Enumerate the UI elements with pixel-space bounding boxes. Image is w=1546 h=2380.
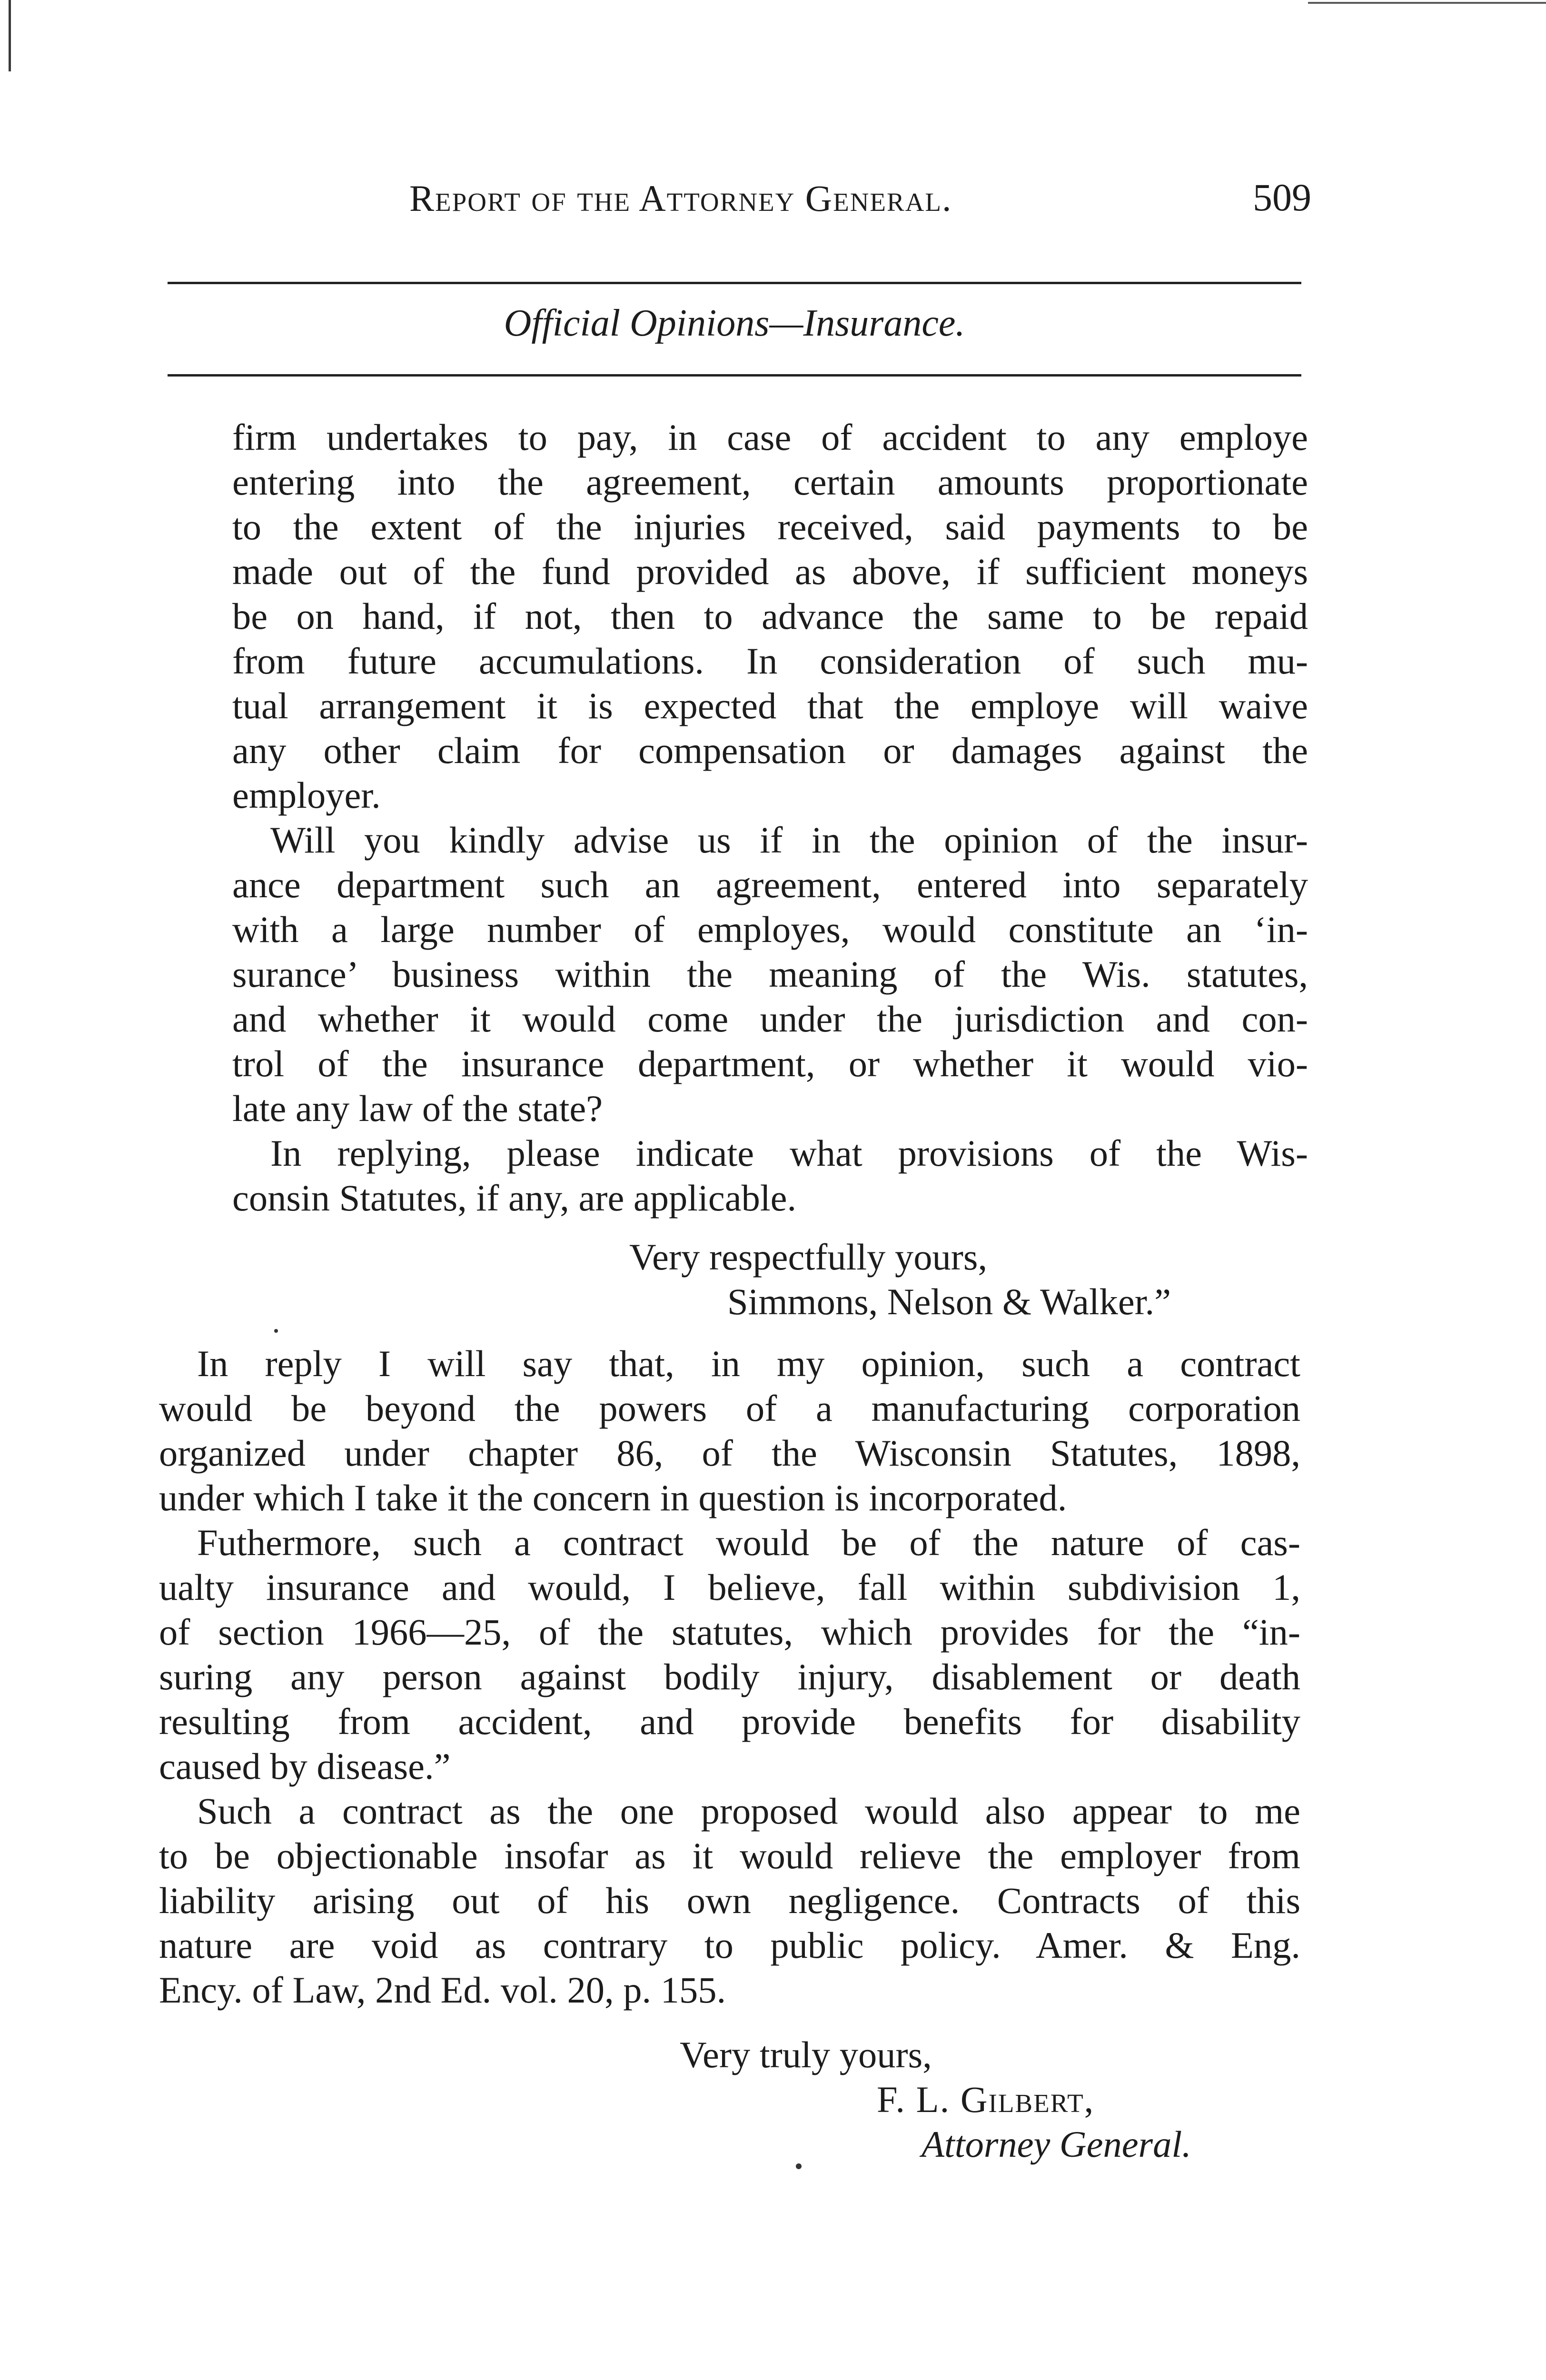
text-line: Will you kindly advise us if in the opinion of the insur-	[270, 819, 1308, 861]
letter-signoff: Very respectfully yours,	[629, 1236, 988, 1278]
text-line: to the extent of the injuries received, said payments to be	[232, 506, 1308, 547]
text-line: Such a contract as the one proposed would also appear to me	[197, 1790, 1300, 1832]
reply-paragraph-1	[159, 1341, 1300, 1520]
text-line: to be objectionable insofar as it would relieve the employer from	[159, 1835, 1300, 1876]
text-line: ance department such an agreement, entered into separately	[232, 864, 1308, 905]
text-line: late any law of the state?	[232, 1088, 603, 1129]
text-line: In reply I will say that, in my opinion, such a contract	[197, 1343, 1300, 1384]
text-line: trol of the insurance department, or whether it would vio-	[232, 1043, 1308, 1084]
text-line: entering into the agreement, certain amounts proportionate	[232, 461, 1308, 503]
text-line: with a large number of employes, would constitute an ‘in-	[232, 909, 1308, 950]
header-rule-bottom	[168, 374, 1301, 377]
page-number: 509	[1253, 176, 1311, 219]
letter-signature: Simmons, Nelson & Walker.”	[727, 1281, 1171, 1322]
text-line: organized under chapter 86, of the Wisconsin Statutes, 1898,	[159, 1432, 1300, 1474]
text-line: of section 1966—25, of the statutes, which provides for the “in-	[159, 1611, 1300, 1653]
scan-edge-mark-top	[1308, 2, 1546, 4]
header-rule-top	[168, 282, 1301, 284]
text-line: surance’ business within the meaning of the Wis. statutes,	[232, 953, 1308, 995]
text-line: ualty insurance and would, I believe, fall within subdivision 1,	[159, 1567, 1300, 1608]
reply-closing: Very truly yours,	[680, 2034, 932, 2075]
text-line: Futhermore, such a contract would be of the nature of cas-	[197, 1522, 1300, 1563]
text-line: In replying, please indicate what provisions of the Wis-	[270, 1132, 1308, 1174]
text-line: from future accumulations. In consideration of such mu-	[232, 640, 1308, 682]
quoted-letter	[232, 415, 1308, 1220]
text-line: under which I take it the concern in question is incorporated.	[159, 1477, 1067, 1518]
reply-paragraph-3	[159, 1789, 1300, 2013]
quoted-paragraph-2	[232, 818, 1308, 1131]
text-line: and whether it would come under the jurisdiction and con-	[232, 998, 1308, 1040]
signer-title: Attorney General.	[922, 2123, 1191, 2165]
running-title: Report of the Attorney General.	[409, 178, 952, 219]
reply-paragraph-2	[159, 1520, 1300, 1789]
stray-dot-mark	[274, 1329, 278, 1333]
text-line: tual arrangement it is expected that the employe will waive	[232, 685, 1308, 726]
text-line: firm undertakes to pay, in case of accident to any employe	[232, 416, 1308, 458]
quoted-paragraph-1	[232, 415, 1308, 818]
text-line: consin Statutes, if any, are applicable.	[232, 1177, 797, 1219]
text-line: would be beyond the powers of a manufacturing corporation	[159, 1388, 1300, 1429]
text-line: caused by disease.”	[159, 1745, 451, 1787]
text-line: resulting from accident, and provide benefits for disability	[159, 1701, 1300, 1742]
text-line: liability arising out of his own negligence. Contracts of this	[159, 1880, 1300, 1921]
text-line: Ency. of Law, 2nd Ed. vol. 20, p. 155.	[159, 1969, 726, 2011]
section-title: Official Opinions—Insurance.	[504, 302, 965, 344]
text-line: employer.	[232, 774, 381, 816]
quoted-paragraph-3	[232, 1131, 1308, 1220]
scan-edge-mark	[9, 0, 11, 71]
text-line: any other claim for compensation or damages against the	[232, 730, 1308, 771]
text-line: nature are void as contrary to public policy. Amer. & Eng.	[159, 1924, 1300, 1966]
stray-dot-mark	[796, 2163, 802, 2169]
text-line: suring any person against bodily injury, disablement or death	[159, 1656, 1300, 1697]
text-line: be on hand, if not, then to advance the same to be repaid	[232, 595, 1308, 637]
reply-body	[159, 1341, 1300, 2013]
text-line: made out of the fund provided as above, if sufficient moneys	[232, 551, 1308, 592]
signer-name: F. L. Gilbert,	[877, 2079, 1095, 2120]
